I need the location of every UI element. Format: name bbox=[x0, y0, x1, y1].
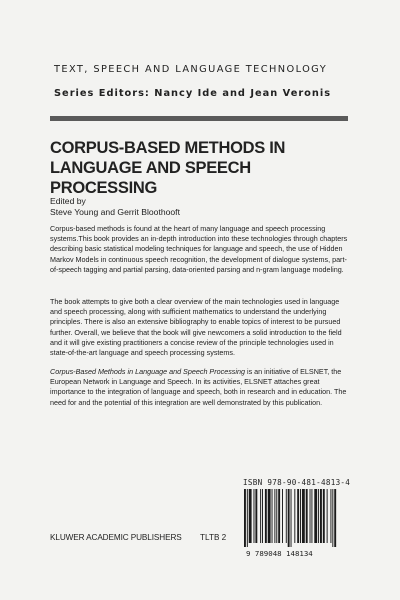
book-title: CORPUS-BASED METHODS IN LANGUAGE AND SPEECH PROCESSING bbox=[50, 139, 286, 197]
book-title-italic: Corpus-Based Methods in Language and Speech Processing bbox=[50, 367, 245, 376]
series-title: TEXT, SPEECH AND LANGUAGE TECHNOLOGY bbox=[54, 64, 328, 75]
book-editors: Steve Young and Gerrit Bloothooft bbox=[50, 206, 180, 217]
publisher-name: KLUWER ACADEMIC PUBLISHERS bbox=[50, 533, 182, 542]
series-code: TLTB 2 bbox=[200, 533, 227, 542]
barcode-bars bbox=[240, 489, 350, 547]
blurb-paragraph-3 bbox=[50, 367, 350, 408]
divider-bar bbox=[50, 116, 348, 121]
barcode bbox=[240, 489, 350, 547]
blurb-paragraph-1: Corpus-based methods is found at the heart of many language and speech processing systems.This book provides an in-depth introduction into these technologies through chapters describing basic statistical modeling techniques for language and speech, the use of Hidden Markov Models in continuous speech recognition, the development of dialogue systems, part-of-speech tagging and partial parsing, data-oriented parsing and n-gram language modeling. bbox=[50, 224, 348, 274]
blurb-paragraph-3-text: is an initiative of ELSNET, the European Network in Language and Speech. In its activities, ELSNET attaches great importance to the integration of language and speech, both in research and in education. The need for and the potential of this integration are well demonstrated by this publication. bbox=[50, 367, 347, 407]
isbn-label: ISBN 978-90-481-4813-4 bbox=[243, 478, 351, 487]
series-editors: Series Editors: Nancy Ide and Jean Veronis bbox=[54, 88, 332, 99]
blurb-paragraph-2: The book attempts to give both a clear overview of the main technologies used in language and speech processing, along with sufficient mathematics to understand the underlying principles. There is also an extensive bibliography to enable topics of interest to be pursued further. Overall, we believe that the book will give newcomers a solid introduction to the field and it will give existing practitioners a concise review of the principle technologies used in state-of-the-art language and speech processing systems. bbox=[50, 297, 342, 358]
editors-block bbox=[50, 196, 180, 217]
edited-by-label: Edited by bbox=[50, 196, 86, 206]
barcode-digits: 9 789048 148134 bbox=[246, 549, 313, 558]
